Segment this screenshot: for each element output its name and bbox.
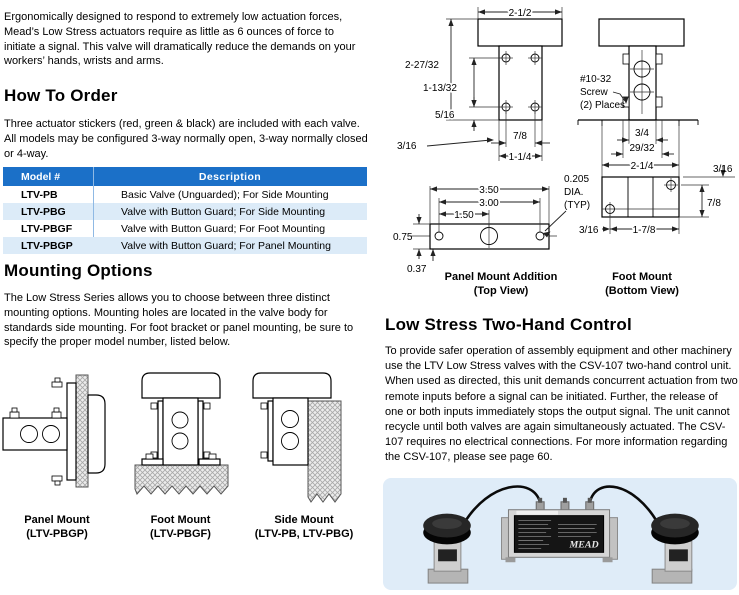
dim-len-inner: 1.50 — [454, 210, 474, 221]
valve-side-view-drawing — [397, 7, 562, 163]
table-column-divider — [93, 167, 94, 237]
screw-note-line1: #10-32 — [580, 74, 612, 85]
model-cell: LTV-PB — [21, 188, 58, 201]
mount-caption-side — [240, 514, 368, 541]
dim-len-mid: 3.00 — [479, 198, 499, 209]
dim-dia-line2: DIA. — [564, 187, 584, 198]
mounting-diagrams-illustration — [0, 370, 370, 514]
dim-dia-line1: 0.205 — [564, 174, 590, 185]
table-header-model: Model # — [21, 170, 61, 183]
table-row — [3, 220, 367, 237]
model-cell: LTV-PBGP — [21, 239, 73, 252]
dim-left-offset: 3/16 — [579, 225, 599, 236]
order-table — [3, 167, 367, 254]
screw-note-line2: Screw — [580, 87, 608, 98]
dim-hole-spacing: 1-13/32 — [423, 83, 457, 94]
mount-caption-side-line1: Side Mount — [274, 514, 334, 526]
dim-overall-height: 2-27/32 — [405, 60, 439, 71]
panel-mount-diagram — [3, 375, 105, 487]
two-hand-heading: Low Stress Two-Hand Control — [385, 315, 632, 334]
table-row — [3, 186, 367, 203]
how-to-order-paragraph: Three actuator stickers (red, green & black) are included with each valve. All models may be configured 3-way normally open, 3-way normally closed or 4-way. — [4, 118, 368, 160]
dim-bottom-offset: 5/16 — [435, 110, 455, 121]
table-header-description: Description — [198, 170, 262, 183]
caption-panel-top-view-line1: Panel Mount Addition — [444, 271, 558, 283]
mead-logo-text: MEAD — [569, 539, 599, 551]
model-cell: LTV-PBG — [21, 205, 66, 218]
foot-bottom-view-drawing — [579, 164, 735, 297]
dim-cap-width: 2-1/2 — [508, 8, 532, 19]
dim-body-width: 1-1/4 — [508, 152, 532, 163]
mount-caption-foot-line2: (LTV-PBGF) — [150, 527, 211, 540]
mounting-options-heading: Mounting Options — [4, 261, 153, 280]
table-row — [3, 203, 367, 220]
panel-top-view-drawing — [393, 174, 590, 297]
mount-caption-side-line2: (LTV-PB, LTV-PBG) — [254, 527, 354, 540]
dim-hole-height: 7/8 — [707, 198, 721, 209]
mount-caption-foot — [127, 514, 234, 541]
dim-hole-span-bottom: 1-7/8 — [632, 225, 656, 236]
mount-caption-foot-line1: Foot Mount — [150, 514, 211, 526]
mount-caption-panel — [2, 514, 112, 541]
caption-foot-bottom-view-line2: (Bottom View) — [605, 285, 679, 297]
product-photo — [383, 478, 737, 590]
dim-dia-line3: (TYP) — [564, 200, 591, 211]
mount-caption-panel-line2: (LTV-PBGP) — [26, 527, 88, 540]
order-table-header-row — [3, 167, 367, 186]
mount-caption-panel-line1: Panel Mount — [24, 514, 90, 526]
dim-stem-width: 3/4 — [635, 128, 649, 139]
palm-button-right — [651, 514, 699, 583]
dimension-drawings — [393, 2, 739, 298]
dim-flange-width: 2-1/4 — [630, 161, 654, 172]
caption-foot-bottom-view-line1: Foot Mount — [612, 271, 672, 283]
dim-stem-outer: 29/32 — [629, 143, 655, 154]
dim-len-outer: 3.50 — [479, 185, 499, 196]
palm-button-left — [423, 514, 471, 583]
dim-corner-offset: 3/16 — [713, 164, 733, 175]
description-cell: Valve with Button Guard; For Foot Mounting — [121, 222, 326, 235]
intro-paragraph: Ergonomically designed to respond to extremely low actuation forces, Mead’s Low Stress actuators require as little as 6 ounces of force to initiate a signal. This valve will dramatically reduce the demands on your workers’ hands, wrists and arms. — [4, 11, 356, 68]
csv107-unit-illustration — [383, 478, 737, 590]
valve-front-view-drawing — [578, 19, 698, 177]
description-cell: Valve with Button Guard; For Side Mounting — [121, 205, 326, 218]
description-cell: Valve with Button Guard; For Panel Mounting — [121, 239, 331, 252]
model-cell: LTV-PBGF — [21, 222, 73, 235]
mounting-options-paragraph: The Low Stress Series allows you to choose between three distinct mounting options. Mounting holes are located in the valve body for standards side mounting. For foot bracket or panel mounting, be sure to specify the proper model number, listed below. — [4, 292, 354, 349]
table-row — [3, 237, 367, 254]
dim-hole-span: 7/8 — [513, 131, 527, 142]
screw-note-line3: (2) Places — [580, 100, 626, 111]
dim-lip: 3/16 — [397, 141, 417, 152]
description-cell: Basic Valve (Unguarded); For Side Mounting — [121, 188, 329, 201]
caption-panel-top-view-line2: (Top View) — [473, 285, 529, 297]
two-hand-paragraph: To provide safer operation of assembly equipment and other machinery use the LTV Low Stress valves with the CSV-107 two-hand control unit. When used as directed, this unit demands concurrent actuation from two remote inputs before a signal can be initiated. Further, the release of one or both inputs immediately stops the output signal. The unit cannot recycle until both valves are again simultaneously actuated. The CSV-107 requires no electrical connections. For more information regarding the CSV-107, please see page 60. — [385, 345, 738, 464]
dim-edge-offset: 0.37 — [407, 264, 427, 275]
side-mount-diagram — [253, 373, 341, 502]
dim-bar-height: 0.75 — [393, 232, 413, 243]
foot-mount-diagram — [135, 373, 228, 494]
control-box — [502, 498, 618, 562]
how-to-order-heading: How To Order — [4, 86, 118, 105]
